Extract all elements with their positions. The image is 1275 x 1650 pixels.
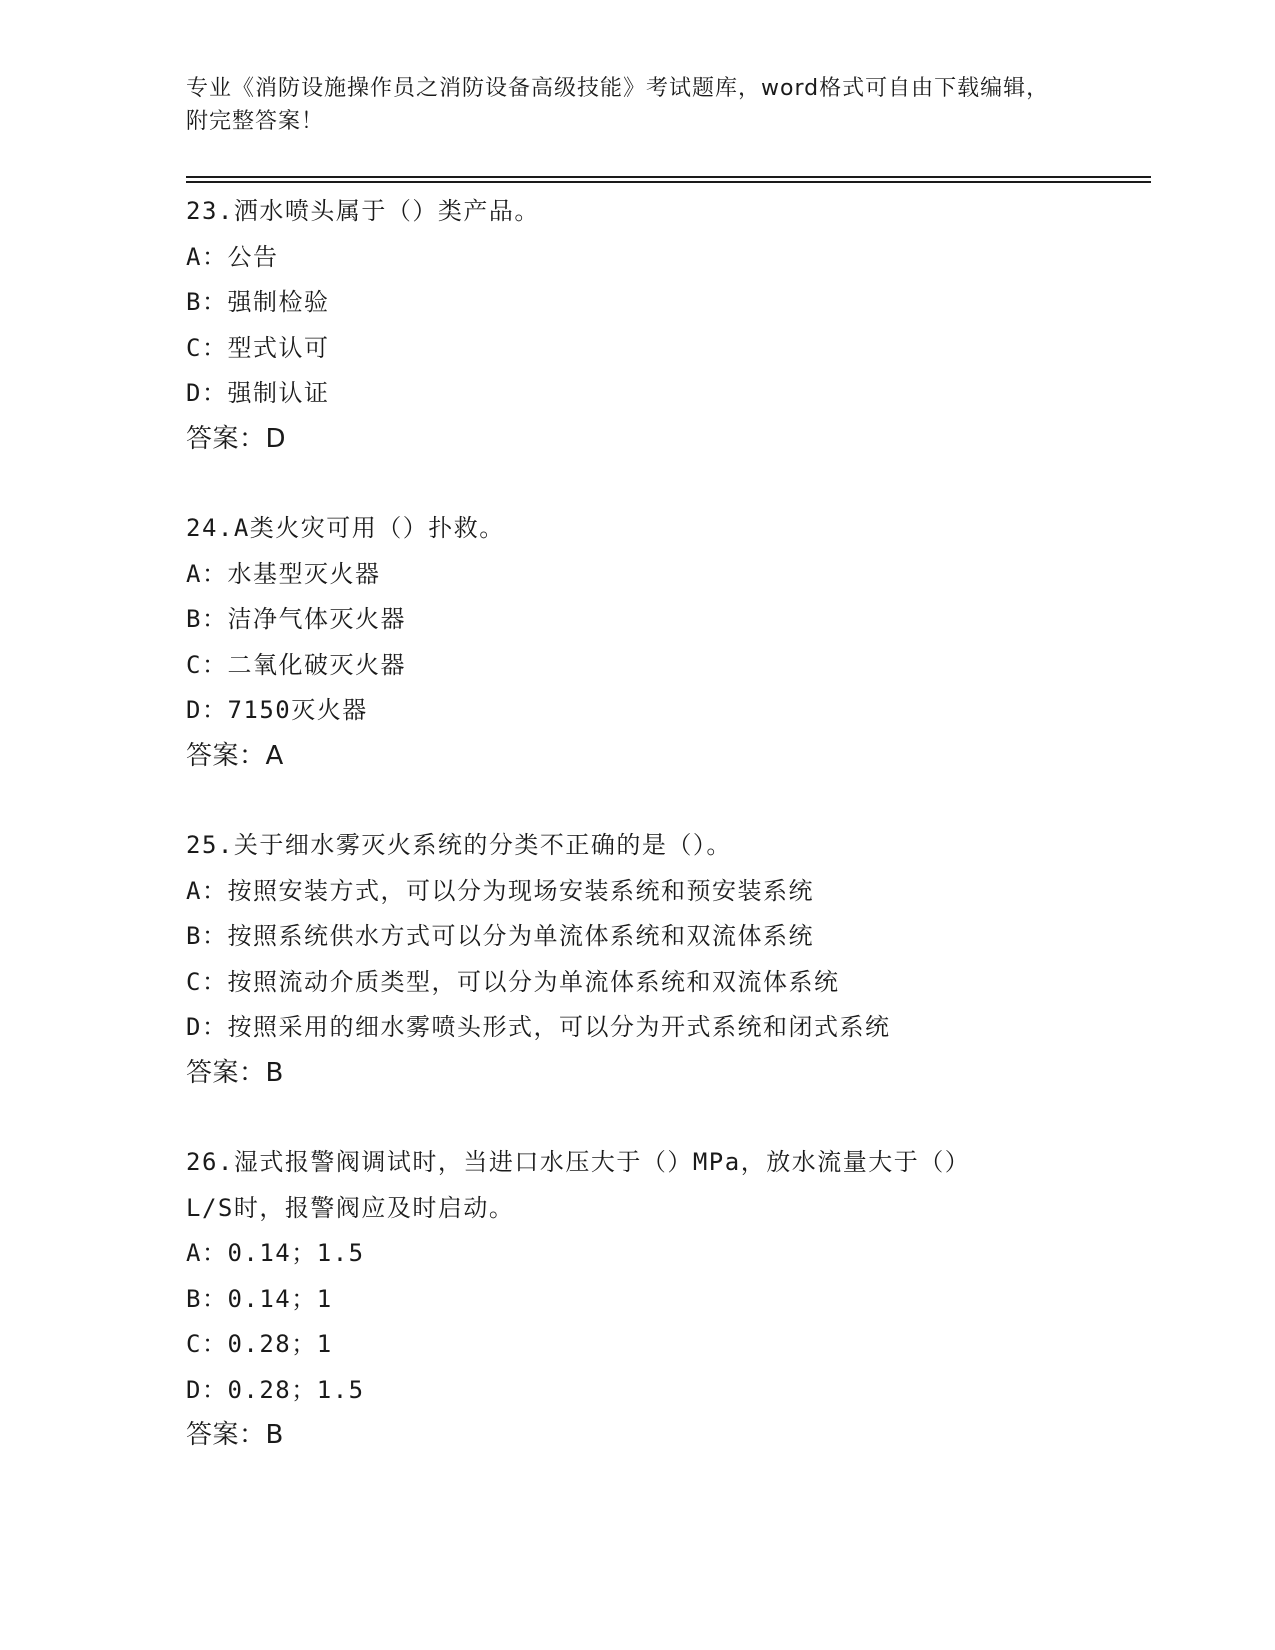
question-25	[186, 823, 1151, 1096]
question-list	[186, 189, 1151, 1503]
option-c: C：型式认可	[186, 333, 330, 362]
question-stem-line-1: 26.湿式报警阀调试时，当进口水压大于（）MPa，放水流量大于（）	[186, 1148, 971, 1176]
divider-line-bottom	[186, 181, 1151, 183]
answer: 答案：D	[186, 423, 287, 454]
option-b: B：强制检验	[186, 288, 330, 316]
option-d: D：0.28；1.5	[186, 1375, 365, 1404]
option-b: B：洁净气体灭火器	[186, 605, 406, 633]
option-d: D：按照采用的细水雾喷头形式，可以分为开式系统和闭式系统	[186, 1013, 891, 1041]
option-a: A：按照安装方式，可以分为现场安装系统和预安装系统	[186, 876, 814, 905]
option-c: C：二氧化破灭火器	[186, 650, 406, 679]
document-intro: 专业《消防设施操作员之消防设备高级技能》考试题库，word格式可自由下载编辑，附完整答案！	[186, 76, 1050, 134]
question-stem: 23.洒水喷头属于（）类产品。	[186, 197, 540, 225]
option-a: A：水基型灭火器	[186, 559, 381, 588]
question-stem: 24.A类火灾可用（）扑救。	[186, 514, 505, 542]
option-c: C：按照流动介质类型，可以分为单流体系统和双流体系统	[186, 967, 840, 996]
option-b: B：按照系统供水方式可以分为单流体系统和双流体系统	[186, 922, 814, 950]
question-stem-line-2: L/S时，报警阀应及时启动。	[186, 1193, 515, 1222]
question-24	[186, 506, 1151, 779]
answer: 答案：B	[186, 1420, 284, 1450]
answer: 答案：B	[186, 1057, 284, 1088]
option-d: D：7150灭火器	[186, 696, 368, 724]
option-b: B：0.14；1	[186, 1284, 333, 1313]
question-23	[186, 189, 1151, 462]
divider-line-top	[186, 176, 1151, 178]
answer: 答案：A	[186, 740, 284, 771]
option-a: A：公告	[186, 242, 279, 271]
option-c: C：0.28；1	[186, 1330, 333, 1358]
option-a: A：0.14；1.5	[186, 1239, 365, 1267]
question-26	[186, 1140, 1151, 1459]
question-stem: 25.关于细水雾灭火系统的分类不正确的是（）。	[186, 831, 732, 859]
option-d: D：强制认证	[186, 379, 330, 407]
